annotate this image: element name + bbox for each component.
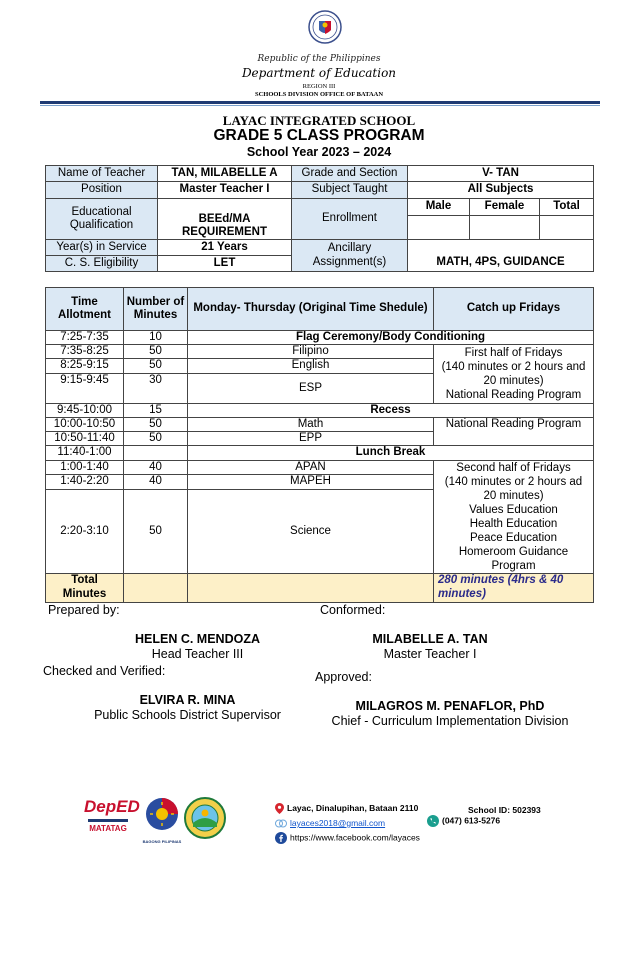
bagong-logo-text: BAGONG PILIPINAS — [142, 839, 182, 844]
education-value: BEEd/MA REQUIREMENT — [158, 199, 292, 240]
deped-seal-logo — [308, 10, 342, 44]
republic-text: Republic of the Philippines — [257, 54, 381, 64]
table-row — [46, 345, 594, 359]
phone-line — [427, 815, 500, 827]
deped-matatag-logo — [84, 797, 140, 841]
position-value: Master Teacher I — [158, 182, 292, 199]
subject-cell: English — [188, 359, 434, 373]
minutes-cell: 50 — [124, 359, 188, 373]
checked-role: Public Schools District Supervisor — [94, 708, 281, 722]
header-time: Time Allotment — [46, 288, 124, 331]
school-year: School Year 2023 – 2024 — [246, 145, 392, 159]
friday-second-half-cell — [434, 460, 594, 573]
eligibility-value: LET — [158, 256, 292, 272]
region-text: REGION III — [302, 83, 336, 90]
total-minutes-value: 280 minutes (4hrs & 40 minutes) — [434, 573, 594, 602]
prepared-label: Prepared by: — [48, 603, 120, 617]
eligibility-label: C. S. Eligibility — [46, 256, 158, 272]
friday-line: (140 minutes or 2 hours and — [441, 360, 586, 373]
female-label: Female — [470, 199, 540, 216]
subject-cell: Lunch Break — [188, 446, 594, 460]
table-row — [46, 460, 594, 475]
prepared-name: HELEN C. MENDOZA — [135, 632, 260, 646]
friday-line: 20 minutes) — [483, 489, 544, 502]
subject-cell: Math — [188, 417, 434, 431]
time-cell: 7:35-8:25 — [46, 345, 124, 359]
subject-cell: APAN — [188, 460, 434, 475]
time-cell: 11:40-1:00 — [46, 446, 124, 460]
teacher-info-table — [45, 165, 594, 272]
minutes-cell: 10 — [124, 331, 188, 345]
friday-line: (140 minutes or 2 hours ad — [444, 475, 583, 488]
minutes-cell: 50 — [124, 345, 188, 359]
total-minutes-label: Total Minutes — [46, 573, 124, 602]
checked-label: Checked and Verified: — [43, 664, 166, 678]
subject-value: All Subjects — [408, 182, 594, 199]
total-mon-thu-empty — [188, 573, 434, 602]
matatag-logo-text: MATATAG — [89, 824, 127, 833]
friday-line: Homeroom Guidance — [458, 545, 569, 558]
friday-line: Health Education — [469, 517, 558, 530]
total-label: Total — [540, 199, 594, 216]
friday-line: First half of Fridays — [464, 346, 563, 359]
conformed-role: Master Teacher I — [383, 647, 477, 661]
email-icon — [275, 819, 287, 828]
time-cell: 1:40-2:20 — [46, 475, 124, 490]
facebook-link[interactable]: https://www.facebook.com/layaces — [290, 832, 420, 843]
department-text: Department of Education — [241, 66, 397, 80]
header-divider-thin — [40, 105, 600, 106]
header-minutes: Number of Minutes — [124, 288, 188, 331]
enrollment-label: Enrollment — [292, 199, 408, 240]
time-cell: 1:00-1:40 — [46, 460, 124, 475]
time-cell: 9:15-9:45 — [46, 373, 124, 403]
time-cell: 9:45-10:00 — [46, 403, 124, 417]
subject-label: Subject Taught — [292, 182, 408, 199]
header-divider — [40, 101, 600, 104]
friday-line: National Reading Program — [445, 388, 582, 401]
minutes-cell: 50 — [124, 489, 188, 573]
facebook-line[interactable] — [275, 832, 420, 844]
header-fri: Catch up Fridays — [434, 288, 594, 331]
total-value — [540, 216, 594, 240]
friday-first-half-cell — [434, 345, 594, 403]
years-label: Year(s) in Service — [46, 240, 158, 256]
subject-cell: ESP — [188, 373, 434, 403]
table-row — [46, 417, 594, 431]
header-mon-thu: Monday- Thursday (Original Time Shedule) — [188, 288, 434, 331]
deped-logo-text: DepED — [84, 797, 140, 816]
subject-cell: EPP — [188, 432, 434, 446]
school-id-value: School ID: 502393 — [468, 805, 541, 815]
male-value — [408, 216, 470, 240]
bagong-pilipinas-icon — [140, 796, 184, 834]
position-label: Position — [46, 182, 158, 199]
ancillary-label: Ancillary Assignment(s) — [292, 240, 408, 272]
approved-name: MILAGROS M. PENAFLOR, PhD — [355, 699, 545, 713]
subject-cell: Filipino — [188, 345, 434, 359]
school-id-text — [468, 805, 541, 815]
education-label: Educational Qualification — [46, 199, 158, 240]
years-value: 21 Years — [158, 240, 292, 256]
approved-role: Chief - Curriculum Implementation Division — [331, 714, 569, 728]
email-line[interactable] — [275, 818, 385, 828]
teacher-label: Name of Teacher — [46, 166, 158, 182]
division-text: SCHOOLS DIVISION OFFICE OF BATAAN — [254, 91, 384, 98]
friday-line: 20 minutes) — [483, 374, 544, 387]
time-cell: 10:50-11:40 — [46, 432, 124, 446]
minutes-cell: 40 — [124, 475, 188, 490]
school-seal-logo — [184, 797, 226, 839]
table-row — [46, 331, 594, 345]
female-value — [470, 216, 540, 240]
subject-cell: Science — [188, 489, 434, 573]
location-pin-icon — [275, 803, 284, 814]
friday-reading-cell: National Reading Program — [434, 417, 594, 445]
time-cell: 10:00-10:50 — [46, 417, 124, 431]
deped-logo-bar — [88, 819, 128, 822]
time-cell: 7:25-7:35 — [46, 331, 124, 345]
conformed-name: MILABELLE A. TAN — [372, 632, 488, 646]
phone-text: (047) 613-5276 — [442, 815, 501, 826]
table-row — [46, 446, 594, 460]
male-label: Male — [408, 199, 470, 216]
facebook-icon — [275, 832, 287, 844]
ancillary-value: MATH, 4PS, GUIDANCE — [408, 240, 594, 272]
total-minutes-empty — [124, 573, 188, 602]
email-link[interactable]: layaces2018@gmail.com — [290, 818, 386, 828]
friday-line: Values Education — [469, 503, 558, 516]
minutes-cell: 50 — [124, 417, 188, 431]
teacher-value: TAN, MILABELLE A — [158, 166, 292, 182]
subject-cell: Flag Ceremony/Body Conditioning — [188, 331, 594, 345]
minutes-cell: 40 — [124, 460, 188, 475]
bagong-pilipinas-logo — [140, 796, 184, 842]
friday-line: Peace Education — [470, 531, 557, 544]
grade-label: Grade and Section — [292, 166, 408, 182]
friday-line: Second half of Fridays — [456, 461, 571, 474]
class-schedule-table — [45, 287, 594, 603]
minutes-cell: 15 — [124, 403, 188, 417]
table-row — [46, 403, 594, 417]
minutes-cell — [124, 446, 188, 460]
address-line — [275, 803, 418, 814]
grade-value: V- TAN — [408, 166, 594, 182]
subject-cell: Recess — [188, 403, 594, 417]
prepared-role: Head Teacher III — [151, 647, 244, 661]
school-name: LAYAC INTEGRATED SCHOOL — [222, 113, 416, 128]
minutes-cell: 30 — [124, 373, 188, 403]
total-row — [46, 573, 594, 602]
minutes-cell: 50 — [124, 432, 188, 446]
phone-icon — [427, 815, 439, 827]
checked-name: ELVIRA R. MINA — [139, 693, 236, 707]
subject-cell: MAPEH — [188, 475, 434, 490]
time-cell: 2:20-3:10 — [46, 489, 124, 573]
friday-line: Program — [491, 559, 536, 572]
address-text: Layac, Dinalupihan, Bataan 2110 — [287, 803, 419, 813]
approved-label: Approved: — [315, 670, 372, 684]
time-cell: 8:25-9:15 — [46, 359, 124, 373]
conformed-label: Conformed: — [320, 603, 386, 617]
program-title: GRADE 5 CLASS PROGRAM — [213, 127, 425, 144]
